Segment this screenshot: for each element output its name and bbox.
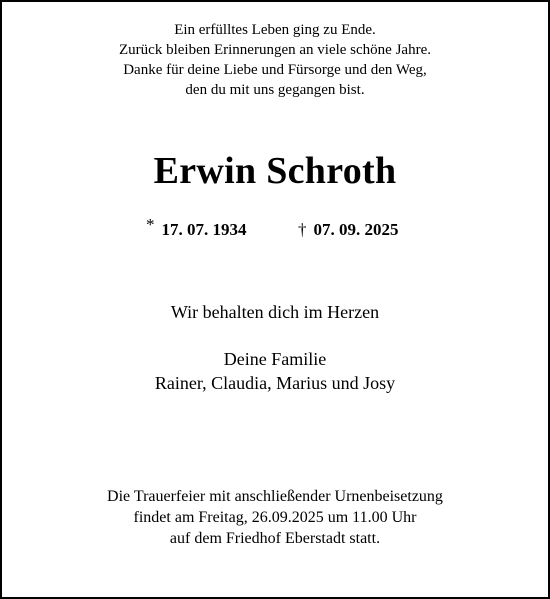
death-date: 07. 09. 2025 xyxy=(313,220,399,239)
family-signature xyxy=(2,347,548,395)
death-cross-icon: † xyxy=(298,220,307,239)
death-date-group xyxy=(298,218,399,242)
intro-line: Danke für deine Liebe und Fürsorge und den Weg, xyxy=(123,62,427,78)
intro-line: den du mit uns gegangen bist. xyxy=(185,82,365,98)
ceremony-line: findet am Freitag, 26.09.2025 um 11.00 Uhr xyxy=(133,509,417,526)
birth-star-icon: * xyxy=(146,215,155,234)
family-label: Deine Familie xyxy=(223,349,327,369)
birth-date: 17. 07. 1934 xyxy=(161,220,247,239)
intro-line: Zurück bleiben Erinnerungen an viele schöne Jahre. xyxy=(119,42,431,58)
intro-line: Ein erfülltes Leben ging zu Ende. xyxy=(174,22,376,38)
family-members: Rainer, Claudia, Marius und Josy xyxy=(154,373,396,393)
memorial-motto: Wir behalten dich im Herzen xyxy=(170,302,380,322)
deceased-name: Erwin Schroth xyxy=(153,150,397,192)
ceremony-line: Die Trauerfeier mit anschließender Urnenbeisetzung xyxy=(107,488,443,505)
birth-date-group xyxy=(146,215,247,242)
ceremony-line: auf dem Friedhof Eberstadt statt. xyxy=(169,530,381,547)
ceremony-info xyxy=(2,486,548,549)
intro-verse xyxy=(2,20,548,100)
